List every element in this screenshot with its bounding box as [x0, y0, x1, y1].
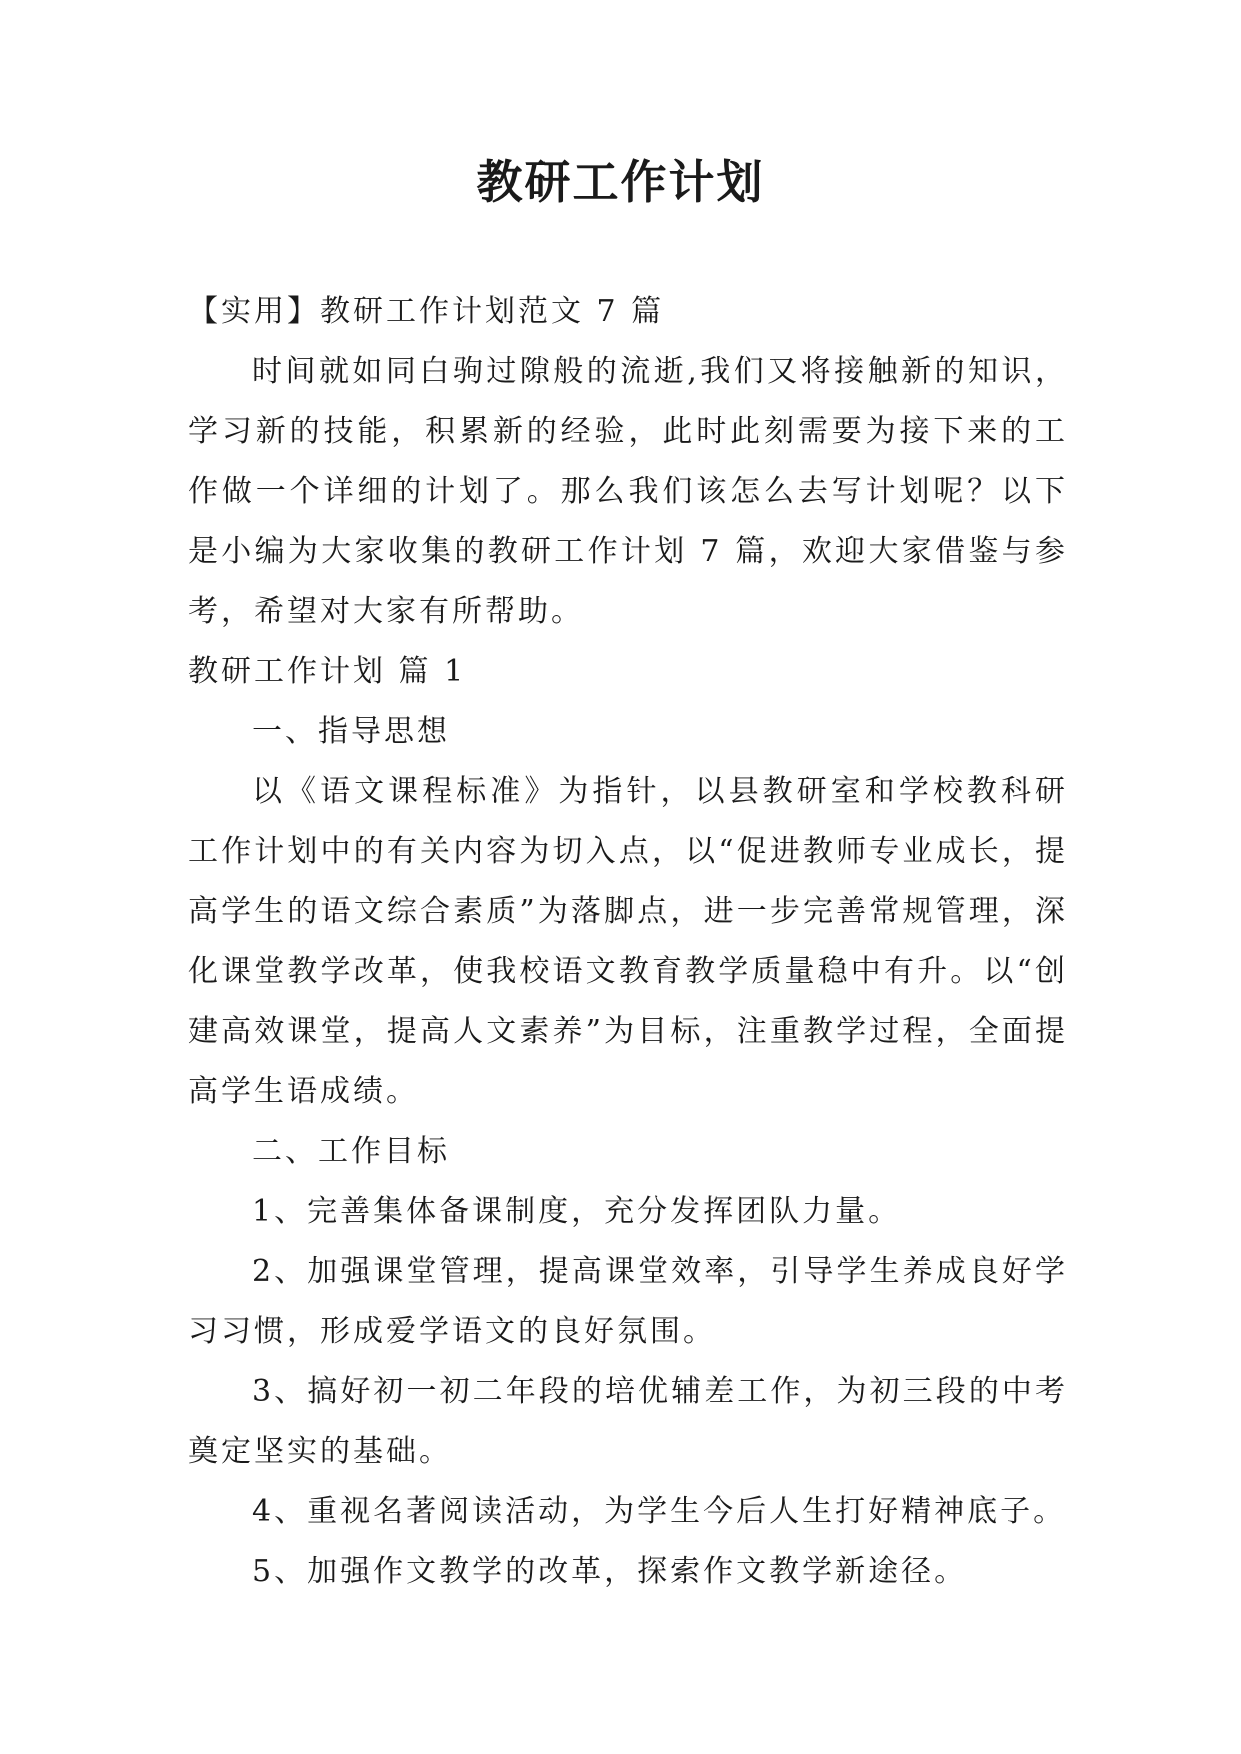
intro-paragraph: 时间就如同白驹过隙般的流逝,我们又将接触新的知识，学习新的技能，积累新的经验，此时此刻需要为接下来的工作做一个详细的计划了。那么我们该怎么去写计划呢？以下是小编为大家收集的教研工作计划 7 篇，欢迎大家借鉴与参考，希望对大家有所帮助。 — [188, 354, 1068, 629]
document-subtitle: 【实用】教研工作计划范文 7 篇 — [188, 294, 665, 329]
document-body — [188, 282, 1068, 1602]
section-heading: 教研工作计划 篇 1 — [188, 654, 467, 689]
heading-guiding-thought: 一、指导思想 — [252, 714, 450, 749]
document-title: 教研工作计划 — [476, 155, 765, 209]
goal-item-5: 5、加强作文教学的改革，探索作文教学新途径。 — [252, 1554, 968, 1589]
guiding-thought-paragraph: 以《语文课程标准》为指针，以县教研室和学校教科研工作计划中的有关内容为切入点，以“促进教师专业成长，提高学生的语文综合素质”为落脚点，进一步完善常规管理，深化课堂教学改革，使我校语文教育教学质量稳中有升。以“创建高效课堂，提高人文素养”为目标，注重教学过程，全面提高学生语成绩。 — [188, 774, 1068, 1109]
goal-item-3: 3、搞好初一初二年段的培优辅差工作，为初三段的中考奠定坚实的基础。 — [188, 1374, 1068, 1469]
goal-item-4: 4、重视名著阅读活动，为学生今后人生打好精神底子。 — [252, 1494, 1067, 1529]
goal-item-2: 2、加强课堂管理，提高课堂效率，引导学生养成良好学习习惯，形成爱学语文的良好氛围。 — [188, 1254, 1068, 1349]
goal-item-1: 1、完善集体备课制度，充分发挥团队力量。 — [252, 1194, 902, 1229]
heading-work-goals: 二、工作目标 — [252, 1134, 450, 1169]
